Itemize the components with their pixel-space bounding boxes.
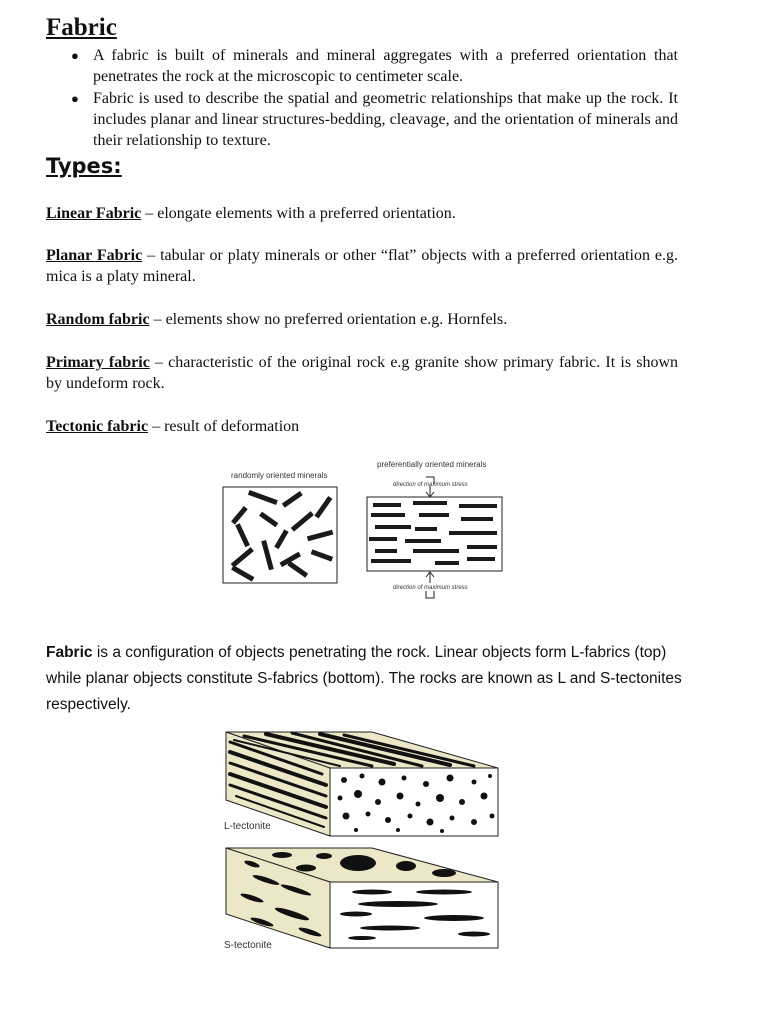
orientation-figure [215, 455, 515, 605]
s-tectonite-block [226, 848, 498, 948]
definition-term: Random fabric [46, 311, 150, 328]
definition-term: Primary fabric [46, 354, 150, 371]
definition-text: – elements show no preferred orientation e.g. Hornfels. [149, 311, 508, 328]
random-minerals-label: randomly oriented minerals [231, 471, 328, 480]
fabric-paragraph [46, 640, 696, 718]
stress-direction-bottom-label: direction of maximum stress [393, 585, 468, 591]
definition-text: – characteristic of the original rock e.g granite show primary fabric. It is shown by undeform rock. [46, 354, 679, 392]
paragraph-lead: Fabric [46, 644, 93, 661]
definition-tectonic [46, 416, 678, 437]
definition-term: Planar Fabric [46, 247, 143, 264]
paragraph-text: is a configuration of objects penetrating the rock. Linear objects form L-fabrics (top) while planar objects constitute S-fabrics (bottom). The rocks are known as L and S-tectonites respectively. [46, 644, 682, 713]
stress-direction-top-label: direction of maximum stress [393, 482, 468, 488]
random-minerals-box [223, 487, 337, 583]
definition-linear [46, 203, 678, 224]
preferred-minerals-box [367, 477, 502, 598]
tectonite-diagram [222, 728, 504, 952]
definition-text: – result of deformation [148, 418, 300, 435]
definition-term: Linear Fabric [46, 205, 142, 222]
definition-text: – elongate elements with a preferred orientation. [141, 205, 456, 222]
bullet-dot-icon: ● [71, 48, 79, 63]
types-heading: Types: [46, 154, 122, 178]
l-tectonite-label: L-tectonite [224, 821, 271, 832]
definition-text: – tabular or platy minerals or other “flat” objects with a preferred orientation e.g. mica is a platy mineral. [46, 247, 678, 285]
bullet-item: ● Fabric is used to describe the spatial and geometric relationships that make up the rock. It includes planar and linear structures-bedding, cleavage, and the orientation of minerals and their relationship to texture. [71, 90, 678, 149]
s-tectonite-label: S-tectonite [224, 940, 272, 951]
bullet-dot-icon: ● [71, 91, 79, 106]
tectonite-figure [222, 728, 504, 952]
definition-term: Tectonic fabric [46, 418, 149, 435]
bullet-list [46, 45, 678, 152]
bullet-item: ● A fabric is built of minerals and mineral aggregates with a preferred orientation that penetrates the rock at the microscopic to centimeter scale. [71, 47, 678, 85]
definition-random [46, 309, 678, 330]
orientation-diagram [215, 455, 515, 605]
definition-planar [46, 245, 678, 287]
page-title: Fabric [46, 14, 117, 41]
definition-primary [46, 352, 678, 394]
preferred-minerals-label: preferentially oriented minerals [377, 460, 487, 469]
